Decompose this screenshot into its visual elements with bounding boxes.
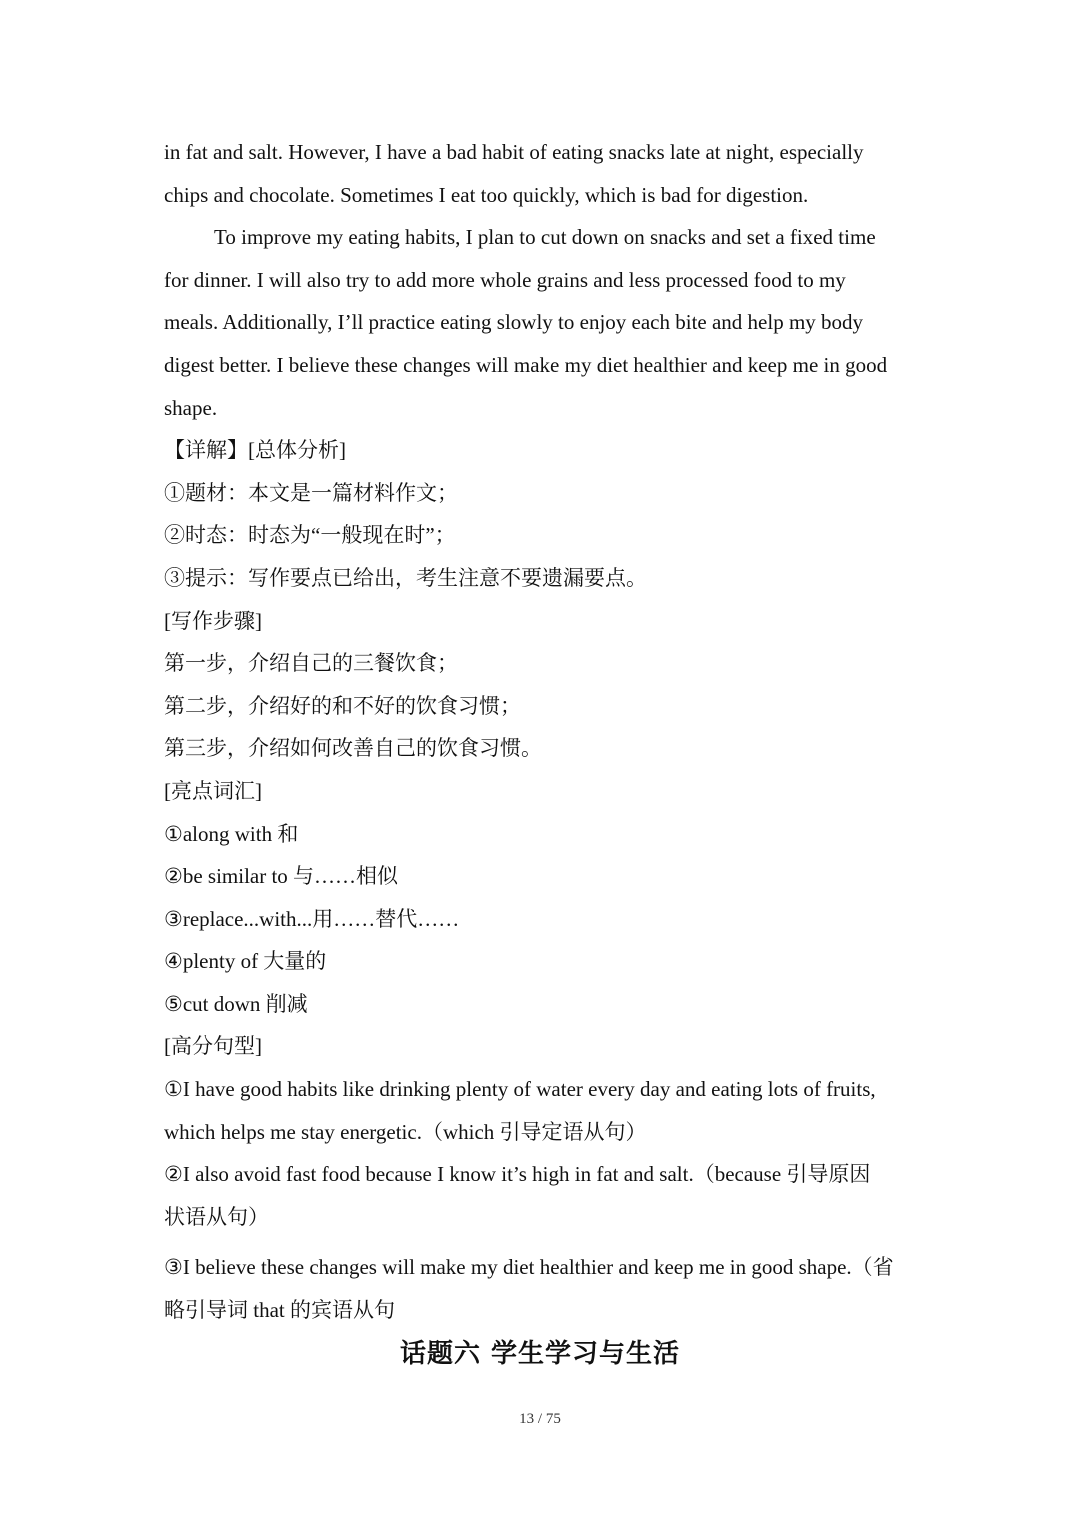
paragraph-line: for dinner. I will also try to add more whole grains and less processed food to my <box>164 267 846 292</box>
document-body <box>164 131 920 1332</box>
paragraph-line: shape. <box>164 395 218 420</box>
steps-title: [写作步骤] <box>164 608 262 633</box>
step-item: 第二步，介绍好的和不好的饮食习惯； <box>164 693 521 718</box>
sentence-line: ②I also avoid fast food because I know it’s high in fat and salt.（because 引导原因 <box>164 1162 871 1187</box>
vocab-title: [亮点词汇] <box>164 778 262 803</box>
sentence-line: 略引导词 that 的宾语从句 <box>164 1298 395 1323</box>
vocab-item: ⑤cut down 削减 <box>164 991 308 1016</box>
analysis-item: ③提示：写作要点已给出，考生注意不要遗漏要点。 <box>164 565 647 590</box>
paragraph-line: meals. Additionally, I’ll practice eating slowly to enjoy each bite and help my body <box>164 310 864 335</box>
analysis-item: ①题材：本文是一篇材料作文； <box>164 480 458 505</box>
vocab-item: ①along with 和 <box>164 821 299 846</box>
vocab-item: ④plenty of 大量的 <box>164 949 327 974</box>
paragraph-line: To improve my eating habits, I plan to cut down on snacks and set a fixed time <box>214 225 876 250</box>
sentence-line: which helps me stay energetic.（which 引导定语从句） <box>164 1119 647 1144</box>
analysis-item: ②时态：时态为“一般现在时”； <box>164 523 456 548</box>
sentences-title: [高分句型] <box>164 1034 262 1059</box>
step-item: 第一步，介绍自己的三餐饮食； <box>164 651 458 676</box>
topic-heading: 话题六 学生学习与生活 <box>399 1339 681 1369</box>
paragraph-line: in fat and salt. However, I have a bad habit of eating snacks late at night, especially <box>164 140 864 164</box>
vocab-item: ②be similar to 与……相似 <box>164 864 399 889</box>
paragraph-line: chips and chocolate. Sometimes I eat too quickly, which is bad for digestion. <box>164 182 809 207</box>
analysis-title: 【详解】[总体分析] <box>164 438 346 463</box>
paragraph-line: digest better. I believe these changes will make my diet healthier and keep me in good <box>164 352 888 377</box>
vocab-item: ③replace...with...用……替代…… <box>164 906 460 931</box>
sentence-line: 状语从句） <box>164 1204 269 1229</box>
step-item: 第三步，介绍如何改善自己的饮食习惯。 <box>164 736 542 761</box>
page-number: 13 / 75 <box>519 1411 561 1427</box>
sentence-line: ①I have good habits like drinking plenty of water every day and eating lots of fruits, <box>164 1077 876 1102</box>
sentence-line: ③I believe these changes will make my diet healthier and keep me in good shape.（省 <box>164 1255 894 1280</box>
